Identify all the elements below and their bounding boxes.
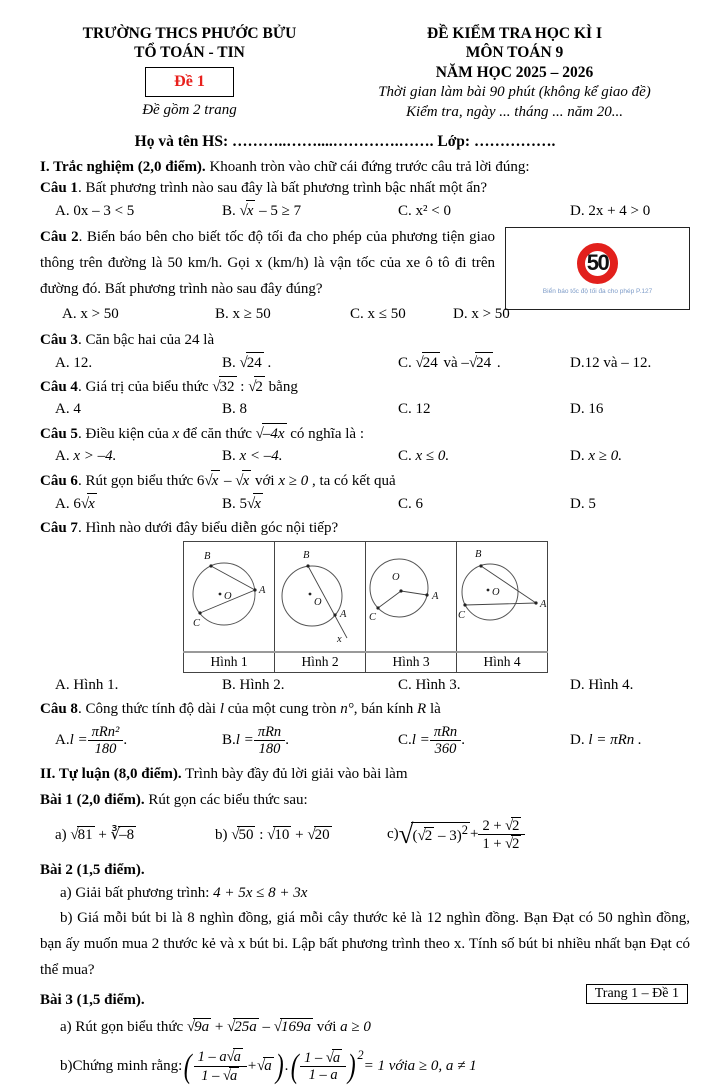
option-6b: B. 5√x bbox=[222, 493, 398, 516]
exercise-1: Bài 1 (2,0 điểm). Rút gọn các biểu thức sau: bbox=[40, 792, 308, 809]
option-8c: C. l = $\frac{\text{πRn}}{360}$ . bbox=[398, 723, 465, 757]
speed-limit-sign bbox=[505, 227, 690, 310]
section2-title: II. Tự luận (8,0 điểm). bbox=[40, 766, 182, 783]
sqrt-icon: √ bbox=[505, 836, 514, 853]
question-7-options bbox=[55, 675, 690, 697]
sqrt-icon: √ bbox=[273, 1019, 283, 1036]
sqrt-icon: √ bbox=[204, 472, 213, 489]
expression-1b: b) √50 : √10 + √20 bbox=[215, 826, 330, 843]
option-1c: C. x² < 0 bbox=[398, 202, 451, 219]
student-line bbox=[40, 133, 650, 151]
exercise-2 bbox=[40, 860, 690, 881]
sqrt-icon: √ bbox=[325, 1049, 334, 1066]
duration-note: Thời gian làm bài 90 phút (không kể giao đề) bbox=[378, 84, 651, 101]
exercise-1-expressions bbox=[55, 817, 690, 852]
student-name-blank: ………..……....………….……. bbox=[228, 132, 434, 150]
caption-row bbox=[184, 652, 548, 673]
question-3-label: Câu 3 bbox=[40, 331, 78, 348]
subject-title: MÔN TOÁN 9 bbox=[465, 44, 564, 62]
section2-heading bbox=[40, 766, 690, 783]
figure-3-caption: Hình 3 bbox=[366, 652, 457, 673]
sqrt-icon: √ bbox=[223, 1067, 231, 1084]
question-7-text: . Hình nào dưới đây biểu diễn góc nội tiếp? bbox=[77, 519, 339, 536]
figure-table bbox=[183, 541, 548, 674]
sqrt-icon: √ bbox=[255, 426, 264, 443]
question-6-options bbox=[55, 493, 690, 516]
question-2-text: . Biển báo bên cho biết tốc độ tối đa cho phép của phương tiện giao thông trên đường là 50 km/h. Gọi x (km/h) là vận tốc của xe ô tô đi trên đường đó. Bất phương trình nào sau đây đúng? bbox=[40, 229, 495, 297]
sqrt-icon: √ bbox=[239, 202, 248, 219]
exercise-2b: b) Giá mỗi bút bi là 8 nghìn đồng, giá mỗi cây thước kẻ là 12 nghìn đồng. Bạn Đạt có 50 nghìn đồng, bạn ấy muốn mua 2 thước kẻ và x bút bi. Lập bất phương trình theo x. Tính số bút bi nhiều nhất bạn Đạt có thể mua? bbox=[40, 909, 690, 979]
option-5c: C. x ≤ 0. bbox=[398, 448, 450, 465]
option-1a: A. 0x – 3 < 5 bbox=[55, 202, 135, 219]
sqrt-icon: √ bbox=[226, 1049, 235, 1066]
open-paren: ( bbox=[183, 1047, 192, 1085]
question-5-label: Câu 5 bbox=[40, 426, 78, 443]
figure-4 bbox=[457, 541, 548, 652]
sqrt-icon: √ bbox=[227, 1019, 236, 1036]
point-label-B: B bbox=[303, 549, 310, 561]
sqrt-icon: √ bbox=[505, 818, 514, 835]
option-4a: A. 4 bbox=[55, 401, 81, 418]
figure-2 bbox=[275, 541, 366, 652]
question-4-label: Câu 4 bbox=[40, 379, 78, 396]
question-8-options bbox=[55, 724, 690, 757]
sqrt-icon: √ bbox=[415, 354, 424, 371]
sqrt-icon: √ bbox=[468, 354, 478, 371]
figure-4-caption: Hình 4 bbox=[457, 652, 548, 673]
option-2a: A. x > 50 bbox=[62, 305, 119, 322]
school-year: NĂM HỌC 2025 – 2026 bbox=[435, 63, 594, 81]
external-angle-figure-4 bbox=[457, 542, 547, 646]
cbrt-icon: ∛ bbox=[110, 827, 121, 844]
header bbox=[40, 24, 690, 123]
sqrt-icon: √ bbox=[231, 826, 240, 843]
header-right bbox=[339, 24, 690, 123]
figure-1-caption: Hình 1 bbox=[184, 652, 275, 673]
chord-figure-2 bbox=[275, 542, 365, 646]
student-name-label: Họ và tên HS: bbox=[134, 132, 229, 150]
option-6d: D. 5 bbox=[570, 495, 596, 512]
question-5: Câu 5. Điều kiện của x để căn thức √–4x có nghĩa là : bbox=[40, 423, 690, 445]
point-label-B: B bbox=[204, 550, 211, 562]
point-label-A: A bbox=[540, 598, 547, 610]
point-label-C: C bbox=[458, 609, 466, 621]
figure-1 bbox=[184, 541, 275, 652]
option-7a: A. Hình 1. bbox=[55, 677, 119, 694]
option-8b: B. l = $\frac{\text{πRn}}{180}$ . bbox=[222, 723, 289, 757]
option-7b: B. Hình 2. bbox=[222, 677, 285, 694]
question-8-label: Câu 8 bbox=[40, 700, 78, 717]
sqrt-icon: √ bbox=[235, 472, 244, 489]
point-label-A: A bbox=[259, 584, 266, 596]
option-4c: C. 12 bbox=[398, 401, 431, 418]
question-4-options bbox=[55, 399, 690, 421]
center-label-O: O bbox=[314, 596, 322, 608]
option-7c: C. Hình 3. bbox=[398, 677, 461, 694]
exam-code-box bbox=[40, 63, 339, 100]
exercise-3a: a) Rút gọn biểu thức √9a + √25a – √169a với a ≥ 0 bbox=[60, 1019, 371, 1036]
point-label-A: A bbox=[340, 608, 347, 620]
speed-limit-value: 50 bbox=[586, 250, 609, 276]
question-3-text: . Căn bậc hai của 24 là bbox=[77, 331, 215, 348]
sqrt-icon: √ bbox=[80, 495, 90, 512]
close-paren: ) bbox=[275, 1047, 284, 1085]
question-2-options bbox=[62, 304, 510, 326]
exercise-2a: a) Giải bất phương trình: 4 + 5x ≤ 8 + 3x bbox=[60, 884, 308, 901]
exercise-3-title: Bài 3 (1,5 điểm). bbox=[40, 992, 145, 1009]
department-name: TỔ TOÁN - TIN bbox=[134, 44, 245, 62]
ray-label-x: x bbox=[337, 633, 342, 645]
figure-row bbox=[184, 541, 548, 652]
point-label-A: A bbox=[432, 590, 439, 602]
expression-1a: a) √81 + ∛–8 bbox=[55, 827, 135, 844]
exercise-3b: b) Chứng minh rằng: ( $\frac{1 - a√a}{1 - √a}$ + √a ) . ( $\frac{1 - √a}{1 - a}$ ) $^2$ = 1 với a ≥ 0, a ≠ 1 bbox=[60, 1047, 477, 1085]
exercise-2-title: Bài 2 (1,5 điểm). bbox=[40, 861, 145, 878]
sqrt-icon: √ bbox=[212, 379, 221, 396]
figure-2-caption: Hình 2 bbox=[275, 652, 366, 673]
question-6: Câu 6. Rút gọn biểu thức 6√x – √x với x ≥ 0 , ta có kết quả bbox=[40, 470, 690, 492]
option-6c: C. 6 bbox=[398, 495, 424, 512]
section1-title: I. Trắc nghiệm (2,0 điểm). bbox=[40, 158, 206, 175]
sqrt-icon: √ bbox=[417, 828, 426, 845]
section1-heading bbox=[40, 159, 690, 176]
school-name: TRƯỜNG THCS PHƯỚC BỬU bbox=[82, 25, 297, 42]
question-2-label: Câu 2 bbox=[40, 229, 79, 246]
page-footer bbox=[586, 984, 688, 1004]
option-1b: B. √x – 5 ≥ 7 bbox=[222, 200, 398, 223]
date-line: Kiểm tra, ngày ... tháng ... năm 20... bbox=[405, 104, 624, 121]
option-3b: B. √24 . bbox=[222, 352, 398, 375]
option-6a: A. 6√x bbox=[55, 493, 222, 516]
exercise-1-title: Bài 1 (2,0 điểm). bbox=[40, 792, 145, 809]
exam-code: Đề 1 bbox=[174, 72, 205, 90]
question-3 bbox=[40, 330, 690, 351]
question-7-label: Câu 7 bbox=[40, 519, 78, 536]
expression-1c: c) √ (√2 – 3)$^2$ + $\frac{2 + √2}{1 + √2}$ bbox=[387, 817, 690, 852]
option-7d: D. Hình 4. bbox=[570, 677, 634, 694]
sqrt-icon: √ bbox=[307, 826, 316, 843]
page-number-label: Trang 1 – Đề 1 bbox=[594, 986, 679, 1001]
option-3d: D.12 và – 12. bbox=[570, 354, 652, 371]
speed-limit-caption: Biển báo tốc độ tối đa cho phép P.127 bbox=[542, 287, 653, 295]
sqrt-icon: √ bbox=[398, 819, 414, 850]
question-3-options bbox=[55, 352, 690, 375]
question-6-label: Câu 6 bbox=[40, 472, 78, 489]
option-8a: A. l = $\frac{\text{πRn²}}{180}$ . bbox=[55, 723, 128, 757]
sqrt-icon: √ bbox=[247, 495, 256, 512]
question-1-label: Câu 1 bbox=[40, 179, 78, 196]
option-1d: D. 2x + 4 > 0 bbox=[570, 202, 651, 219]
question-2 bbox=[40, 225, 690, 327]
question-4: Câu 4. Giá trị của biểu thức √32 : √2 bằng bbox=[40, 376, 690, 398]
class-label: Lớp: bbox=[433, 132, 471, 150]
question-7 bbox=[40, 518, 690, 539]
sqrt-icon: √ bbox=[267, 826, 276, 843]
question-5-options bbox=[55, 446, 690, 468]
question-1-options bbox=[55, 200, 690, 223]
center-label-O: O bbox=[392, 571, 400, 583]
option-2c: C. x ≤ 50 bbox=[350, 305, 406, 322]
option-3a: A. 12. bbox=[55, 354, 93, 371]
section1-instruction: Khoanh tròn vào chữ cái đứng trước câu trả lời đúng: bbox=[205, 158, 530, 175]
open-paren: ( bbox=[290, 1047, 299, 1085]
figure-3 bbox=[366, 541, 457, 652]
exam-title: ĐỀ KIỂM TRA HỌC KÌ I bbox=[427, 25, 602, 42]
option-2d: D. x > 50 bbox=[453, 305, 510, 322]
sqrt-icon: √ bbox=[256, 1058, 266, 1075]
center-label-O: O bbox=[224, 590, 232, 602]
option-3c: C. √24 và –√24 . bbox=[398, 352, 570, 375]
sqrt-icon: √ bbox=[70, 827, 79, 844]
inscribed-angle-figure-1 bbox=[184, 542, 274, 646]
pages-note: Đề gồm 2 trang bbox=[142, 101, 237, 118]
option-4b: B. 8 bbox=[222, 401, 248, 418]
option-5d: D. x ≥ 0. bbox=[570, 448, 622, 465]
question-8: Câu 8. Công thức tính độ dài l của một cung tròn n°, bán kính R là bbox=[40, 700, 441, 717]
option-5b: B. x < –4. bbox=[222, 448, 283, 465]
sqrt-icon: √ bbox=[239, 354, 248, 371]
speed-limit-ring-icon bbox=[577, 243, 618, 284]
sqrt-icon: √ bbox=[248, 379, 257, 396]
close-paren: ) bbox=[347, 1047, 356, 1085]
option-4d: D. 16 bbox=[570, 401, 604, 418]
option-8d: D. l = πRn . bbox=[570, 731, 642, 748]
center-label-O: O bbox=[492, 586, 500, 598]
question-1 bbox=[40, 178, 690, 199]
option-2b: B. x ≥ 50 bbox=[215, 305, 271, 322]
point-label-C: C bbox=[369, 611, 377, 623]
central-angle-figure-3 bbox=[366, 542, 456, 646]
point-label-B: B bbox=[475, 548, 482, 560]
section2-instruction: Trình bày đầy đủ lời giải vào bài làm bbox=[181, 766, 408, 783]
header-left bbox=[40, 24, 339, 123]
question-1-text: . Bất phương trình nào sau đây là bất phương trình bậc nhất một ẩn? bbox=[77, 179, 488, 196]
option-5a: A. x > –4. bbox=[55, 448, 117, 465]
class-blank: ……………. bbox=[470, 132, 556, 150]
sqrt-icon: √ bbox=[186, 1019, 196, 1036]
point-label-C: C bbox=[193, 617, 201, 629]
